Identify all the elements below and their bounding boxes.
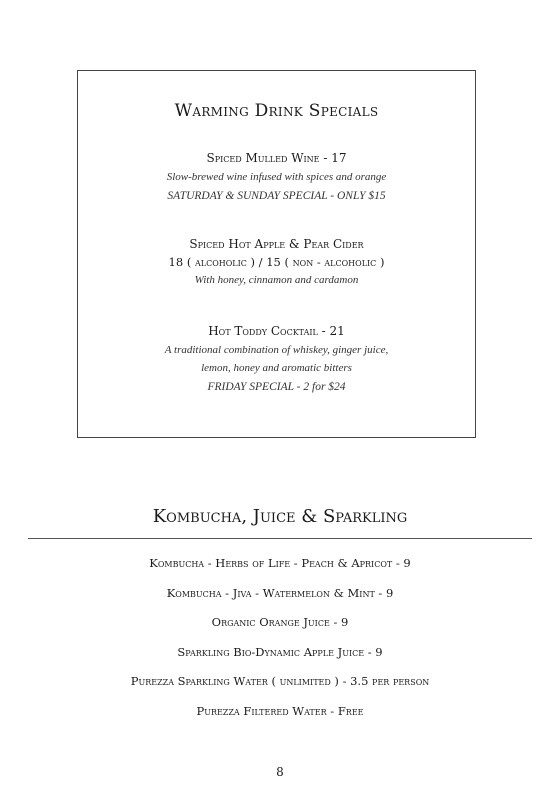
list-item: Kombucha - Herbs of Life - Peach & Apricot - 9 [149,556,411,570]
list-item: Purezza Sparkling Water ( unlimited ) - 3.5 per person [130,674,430,688]
list-item: Kombucha - Jiva - Watermelon & Mint - 9 [166,585,394,600]
item-price: 18 ( alcoholic ) / 15 ( non - alcoholic ) [168,255,385,269]
menu-item-apple-pear-cider [78,237,475,289]
kombucha-section-title: Kombucha, Juice & Sparkling [152,506,408,527]
warming-specials-title: Warming Drink Specials [174,101,379,121]
item-special: FRIDAY SPECIAL - 2 for $24 [207,381,346,393]
item-name: Hot Toddy Cocktail - 21 [208,324,345,338]
item-name: Spiced Hot Apple & Pear Cider [189,237,364,251]
item-special: SATURDAY & SUNDAY SPECIAL - ONLY $15 [167,190,386,202]
item-description: lemon, honey and aromatic bitters [201,362,352,374]
section-divider [28,538,532,539]
item-description: Slow-brewed wine infused with spices and orange [166,171,387,183]
kombucha-list [0,553,560,730]
page-number: 8 [276,765,284,779]
warming-specials-box [77,70,476,438]
list-item: Sparkling Bio-Dynamic Apple Juice - 9 [177,644,383,659]
item-description: A traditional combination of whiskey, ginger juice, [164,344,389,356]
list-item: Purezza Filtered Water - Free [196,703,364,718]
menu-item-mulled-wine [78,151,475,206]
menu-item-hot-toddy [78,324,475,397]
list-item: Organic Orange Juice - 9 [211,615,349,629]
item-name: Spiced Mulled Wine - 17 [206,151,347,165]
item-description: With honey, cinnamon and cardamon [194,274,359,286]
